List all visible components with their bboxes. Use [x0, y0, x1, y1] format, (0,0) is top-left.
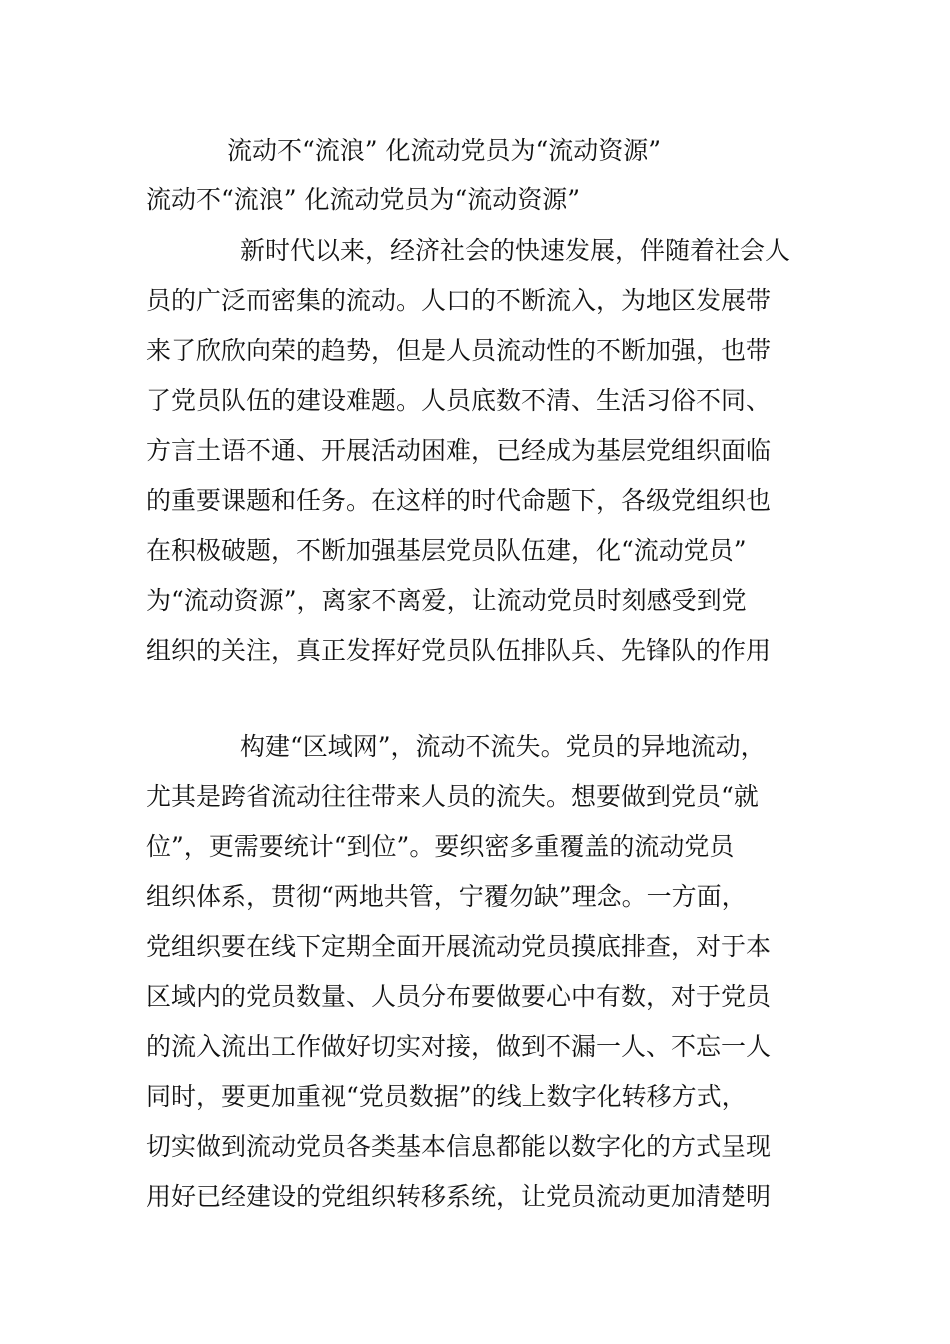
paragraph-line: 来了欣欣向荣的趋势，但是人员流动性的不断加强，也带 — [146, 336, 772, 365]
paragraph-line: 尤其是跨省流动往往带来人员的流失。想要做到党员“就 — [146, 782, 759, 811]
paragraph-line: 位”，更需要统计“到位”。要织密多重覆盖的流动党员 — [146, 832, 735, 861]
paragraph-line: 的重要课题和任务。在这样的时代命题下，各级党组织也 — [146, 486, 772, 515]
document-subtitle: 流动不“流浪” 化流动党员为“流动资源” — [146, 185, 581, 214]
paragraph-line: 了党员队伍的建设难题。人员底数不清、生活习俗不同、 — [146, 386, 772, 415]
document-title: 流动不“流浪” 化流动党员为“流动资源” — [227, 136, 662, 165]
paragraph-line: 切实做到流动党员各类基本信息都能以数字化的方式呈现 — [146, 1132, 772, 1161]
paragraph-line: 党组织要在线下定期全面开展流动党员摸底排查，对于本 — [146, 932, 772, 961]
paragraph-line: 组织的关注，真正发挥好党员队伍排队兵、先锋队的作用 — [146, 636, 772, 665]
paragraph-1 — [146, 226, 810, 676]
paragraph-line: 员的广泛而密集的流动。人口的不断流入，为地区发展带 — [146, 286, 772, 315]
paragraph-line: 新时代以来，经济社会的快速发展，伴随着社会人 — [240, 236, 791, 265]
paragraph-line: 方言土语不通、开展活动困难，已经成为基层党组织面临 — [146, 436, 772, 465]
paragraph-line: 同时，要更加重视“党员数据”的线上数字化转移方式， — [146, 1082, 747, 1111]
paragraph-line: 在积极破题，不断加强基层党员队伍建，化“流动党员” — [146, 536, 747, 565]
paragraph-line: 用好已经建设的党组织转移系统，让党员流动更加清楚明 — [146, 1182, 772, 1211]
paragraph-line: 区域内的党员数量、人员分布要做要心中有数，对于党员 — [146, 982, 772, 1011]
paragraph-2 — [146, 722, 810, 1222]
paragraph-line: 为“流动资源”，离家不离爱，让流动党员时刻感受到党 — [146, 586, 747, 615]
paragraph-line: 构建“区域网”，流动不流失。党员的异地流动， — [240, 732, 766, 761]
paragraph-line: 组织体系，贯彻“两地共管，宁覆勿缺”理念。一方面， — [146, 882, 747, 911]
paragraph-line: 的流入流出工作做好切实对接，做到不漏一人、不忘一人 — [146, 1032, 772, 1061]
